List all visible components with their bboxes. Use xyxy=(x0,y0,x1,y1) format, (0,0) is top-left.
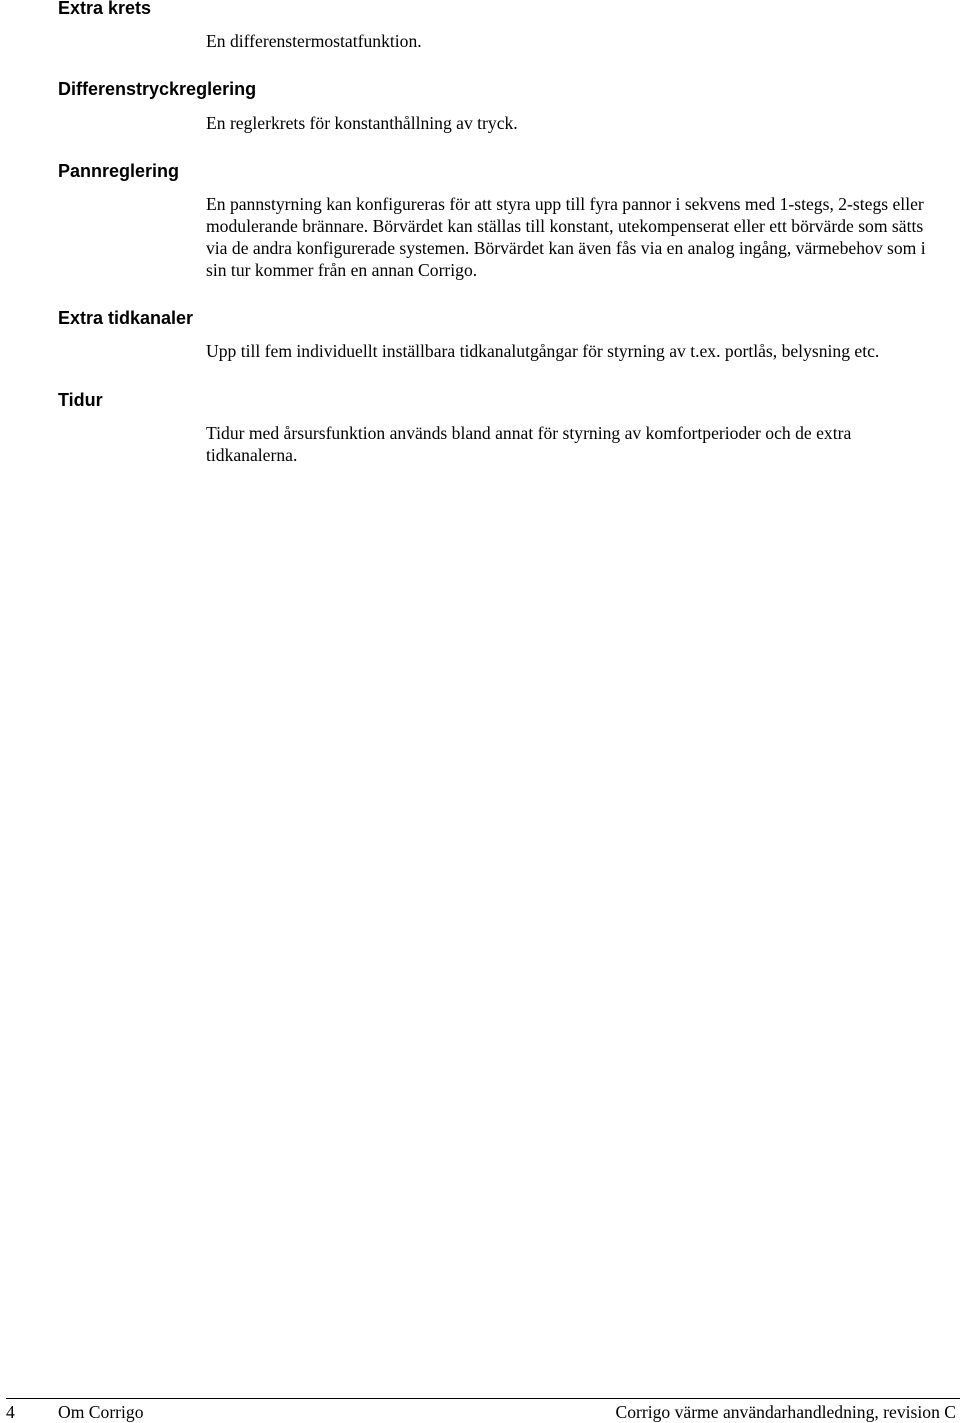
section-heading: Pannreglering xyxy=(58,161,180,181)
footer-document-title: Corrigo värme användarhandledning, revision C xyxy=(615,1402,956,1422)
section-body: Tidur med årsursfunktion används bland annat för styrning av komfortperioder och de extra tidkanalerna. xyxy=(206,423,852,465)
section-body: En pannstyrning kan konfigureras för att styra upp till fyra pannor i sekvens med 1-stegs, 2-stegs eller modulerande brännare. Börvärdet kan ställas till konstant, utekompenserat eller ett börvärde som sätts via de andra konfigurerade systemen. Börvärdet kan även fås via en analog ingång, värmebehov som i sin tur kommer från en annan Corrigo. xyxy=(206,194,926,280)
section-heading: Extra tidkanaler xyxy=(58,308,194,328)
section-body: En reglerkrets för konstanthållning av tryck. xyxy=(206,113,518,133)
page-footer xyxy=(0,1398,960,1422)
section-heading: Extra krets xyxy=(58,0,152,18)
section-heading: Differenstryckreglering xyxy=(58,79,257,99)
footer-divider xyxy=(6,1398,960,1399)
footer-page-number: 4 xyxy=(6,1402,15,1422)
section-heading: Tidur xyxy=(58,390,103,410)
section-body: Upp till fem individuellt inställbara tidkanalutgångar för styrning av t.ex. portlås, belysning etc. xyxy=(206,341,880,361)
footer-chapter-title: Om Corrigo xyxy=(58,1402,144,1422)
section-body: En differenstermostatfunktion. xyxy=(206,31,422,51)
